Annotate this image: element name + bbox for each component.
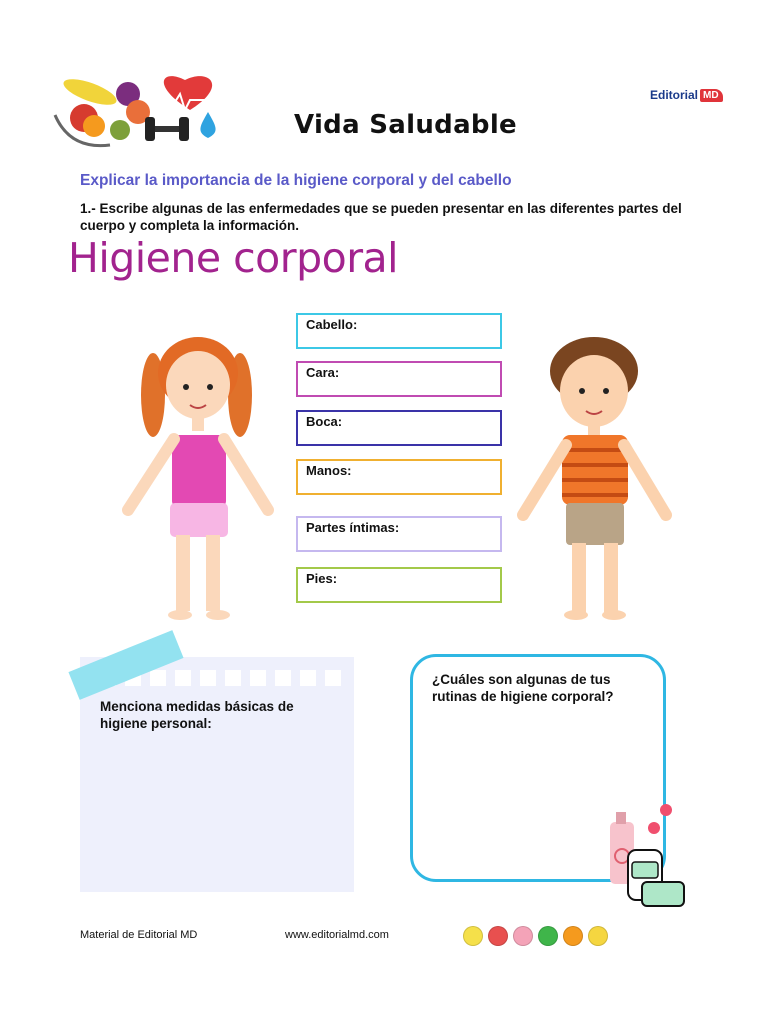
banana-icon [61,74,120,110]
brand-mark: MD [700,89,723,102]
orange-icon [83,115,105,137]
routine-question: ¿Cuáles son algunas de tus rutinas de higiene corporal? [432,672,614,704]
footer-credit: Material de Editorial MD [80,929,198,941]
footer-url[interactable]: www.editorialmd.com [285,929,389,941]
field-label: Manos: [306,463,352,478]
field-partes-intimas[interactable] [296,516,502,552]
lemon-slice-icon [588,926,608,946]
note-paper[interactable] [80,657,354,892]
field-label: Pies: [306,571,338,586]
field-label: Boca: [306,414,343,429]
girl-illustration [108,335,288,625]
field-cabello[interactable] [296,313,502,349]
instruction [80,200,700,234]
page-title: Vida Saludable [294,110,517,140]
field-label: Cara: [306,365,340,380]
field-boca[interactable] [296,410,502,446]
instruction-text: .- Escribe algunas de las enfermedades que se pueden presentar en las diferentes partes del cuerpo y completa la información. [80,201,682,233]
lime-slice-icon [538,926,558,946]
water-drop-icon [200,112,215,138]
lemon-slice-icon [463,926,483,946]
grapefruit-slice-icon [513,926,533,946]
kiwi-icon [110,120,130,140]
lesson-objective: Explicar la importancia de la higiene corporal y del cabello [80,172,512,189]
fruit-slices-decoration [463,926,608,946]
dumbbell-icon [145,117,189,141]
healthy-life-illustration [50,70,235,155]
flower-icon [660,804,672,816]
instruction-number: 1 [80,201,88,216]
boy-illustration [508,335,683,625]
field-manos[interactable] [296,459,502,495]
toiletries-illustration [604,800,688,910]
section-heading: Higiene corporal [68,234,399,282]
note-prompt: Menciona medidas básicas de higiene personal: [100,699,294,731]
field-cara[interactable] [296,361,502,397]
field-label: Cabello: [306,317,358,332]
field-pies[interactable] [296,567,502,603]
publisher-logo [650,88,723,102]
watermelon-slice-icon [488,926,508,946]
brand-text: Editorial [650,88,699,102]
orange-slice-icon [563,926,583,946]
field-label: Partes íntimas: [306,520,400,535]
